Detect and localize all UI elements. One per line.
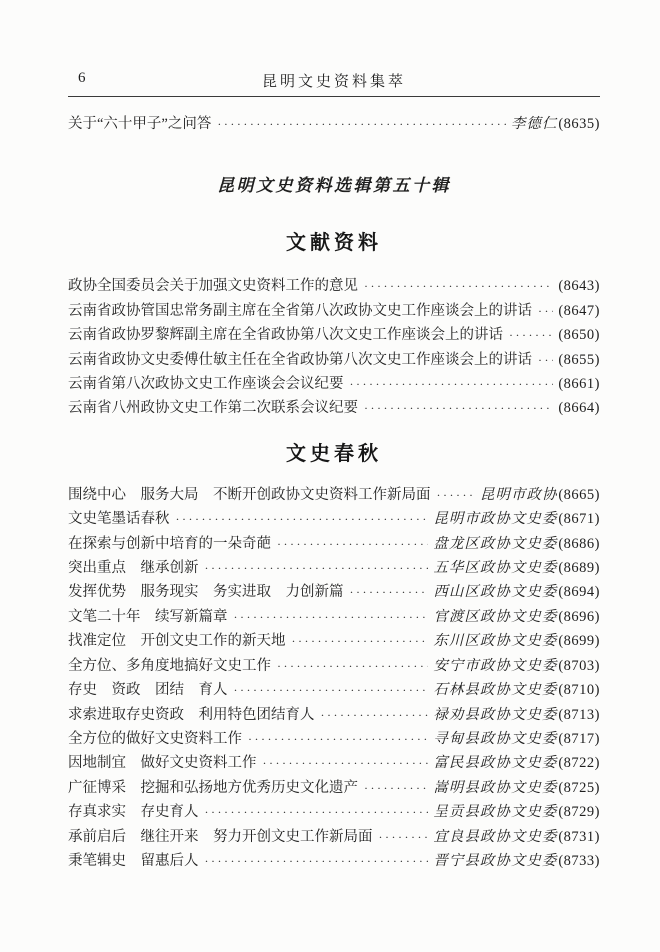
entry-title: 求索进取存史资政 利用特色团结育人 [68,706,315,723]
entry-title: 文笔二十年 续写新篇章 [68,608,228,625]
entry-title: 在探索与创新中培育的一朵奇葩 [68,535,271,552]
volume-title: 昆明文史资料选辑第五十辑 [217,176,451,196]
dot-leader-icon [538,348,553,372]
entry-author: 东川区政协文史委 [433,633,558,650]
dot-leader-icon [364,776,428,800]
entry-page-number: (8686) [558,535,600,552]
entry-author: 晋宁县政协文史委 [433,852,558,869]
dot-leader-icon [321,703,429,727]
toc-entry [68,703,600,727]
entry-page-number: (8665) [558,486,600,503]
entry-page-number: (8671) [558,511,600,528]
entry-author: 西山区政协文史委 [433,584,558,601]
toc-entry [68,678,600,702]
entry-title: 云南省第八次政协文史工作座谈会会议纪要 [68,376,344,393]
entry-author: 昆明市政协 [479,486,558,503]
toc-entry [68,629,600,653]
entry-title: 存真求实 存史育人 [68,804,199,821]
running-title: 昆明文史资料集萃 [261,74,406,90]
dot-leader-icon [217,112,505,136]
entry-author: 昆明市政协文史委 [433,511,558,528]
dot-leader-icon [248,727,428,751]
dot-leader-icon [379,825,429,849]
page-number: 6 [78,70,87,86]
dot-leader-icon [437,483,475,507]
entry-page-number: (8647) [558,302,600,319]
dot-leader-icon [350,372,554,396]
entry-page-number: (8643) [558,278,600,295]
entry-page-number: (8689) [558,560,600,577]
entry-title: 云南省政协罗黎辉副主席在全省政协第八次文史工作座谈会上的讲话 [68,327,503,344]
entry-page-number: (8725) [558,779,600,796]
entry-title: 云南省政协管国忠常务副主席在全省第八次政协文史工作座谈会上的讲话 [68,302,532,319]
entry-title: 围绕中心 服务大局 不断开创政协文史资料工作新局面 [68,486,431,503]
dot-leader-icon [234,605,429,629]
toc-entry [68,323,600,347]
toc-entry [68,654,600,678]
section-entries [68,274,600,420]
entry-page-number: (8699) [558,633,600,650]
entry-page-number: (8696) [558,608,600,625]
dot-leader-icon [292,629,429,653]
dot-leader-icon [538,299,553,323]
dot-leader-icon [364,274,553,298]
dot-leader-icon [205,800,429,824]
toc-entry [68,483,600,507]
entry-author: 禄劝县政协文史委 [433,706,558,723]
toc-section [68,440,600,874]
toc-entry [68,580,600,604]
entry-page-number: (8661) [558,376,600,393]
dot-leader-icon [205,849,429,873]
entry-author: 盘龙区政协文史委 [433,535,558,552]
section-heading: 文史春秋 [286,442,382,465]
entry-title: 政协全国委员会关于加强文史资料工作的意见 [68,278,358,295]
entry-title: 广征博采 挖掘和弘扬地方优秀历史文化遗产 [68,779,358,796]
dot-leader-icon [263,751,429,775]
toc-entry [68,727,600,751]
entry-page-number: (8710) [558,682,600,699]
dot-leader-icon [350,580,429,604]
dot-leader-icon [234,678,429,702]
entry-title: 存史 资政 团结 育人 [68,682,228,699]
entry-page-number: (8713) [558,706,600,723]
entry-author: 呈贡县政协文史委 [433,804,558,821]
entry-author: 安宁市政协文史委 [433,657,558,674]
entry-title: 文史笔墨话春秋 [68,511,170,528]
toc-entry [68,776,600,800]
header-rule [68,96,600,97]
entry-page-number: (8733) [558,852,600,869]
dot-leader-icon [509,323,553,347]
toc-entry [68,532,600,556]
dot-leader-icon [364,396,553,420]
entry-title: 秉笔辑史 留惠后人 [68,852,199,869]
toc-entry [68,751,600,775]
entry-author: 富民县政协文史委 [433,755,558,772]
toc-entry [68,299,600,323]
toc-entry [68,348,600,372]
entry-title: 全方位的做好文史资料工作 [68,730,242,747]
entry-author: 李德仁 [510,116,558,132]
dot-leader-icon [277,654,428,678]
entry-title: 承前启后 继往开来 努力开创文史工作新局面 [68,828,373,845]
sections [68,229,600,873]
entry-title: 全方位、多角度地搞好文史工作 [68,657,271,674]
toc-section [68,229,600,420]
running-header [68,70,600,91]
entry-page-number: (8703) [558,657,600,674]
entry-page-number: (8729) [558,804,600,821]
toc-entry [68,112,600,136]
entry-page-number: (8717) [558,730,600,747]
entry-author: 石林县政协文史委 [433,682,558,699]
toc-entry [68,396,600,420]
entry-title: 云南省政协文史委傅仕敏主任在全省政协第八次文史工作座谈会上的讲话 [68,351,532,368]
entry-title: 云南省八州政协文史工作第二次联系会议纪要 [68,400,358,417]
entry-title: 关于“六十甲子”之问答 [68,116,212,132]
entry-page-number: (8731) [558,828,600,845]
entry-author: 寻甸县政协文史委 [433,730,558,747]
entry-author: 官渡区政协文史委 [433,608,558,625]
toc-entry [68,507,600,531]
entry-page-number: (8635) [558,116,600,132]
toc-entry [68,800,600,824]
entry-author: 嵩明县政协文史委 [433,779,558,796]
entry-page-number: (8664) [558,400,600,417]
toc-entry [68,274,600,298]
entry-author: 五华区政协文史委 [433,560,558,577]
dot-leader-icon [205,556,429,580]
dot-leader-icon [277,532,428,556]
entry-page-number: (8655) [558,351,600,368]
entry-author: 宜良县政协文史委 [433,828,558,845]
entry-page-number: (8722) [558,755,600,772]
entry-title: 突出重点 继承创新 [68,560,199,577]
entry-title: 发挥优势 服务现实 务实进取 力创新篇 [68,584,344,601]
toc-entry [68,825,600,849]
section-entries [68,483,600,874]
toc-entry [68,372,600,396]
entry-title: 因地制宜 做好文史资料工作 [68,755,257,772]
top-entry-holder [68,112,600,136]
dot-leader-icon [176,507,429,531]
entry-page-number: (8650) [558,327,600,344]
entry-page-number: (8694) [558,584,600,601]
toc-entry [68,605,600,629]
toc-entry [68,556,600,580]
entry-title: 找准定位 开创文史工作的新天地 [68,633,286,650]
toc-entry [68,849,600,873]
section-heading: 文献资料 [286,232,382,255]
